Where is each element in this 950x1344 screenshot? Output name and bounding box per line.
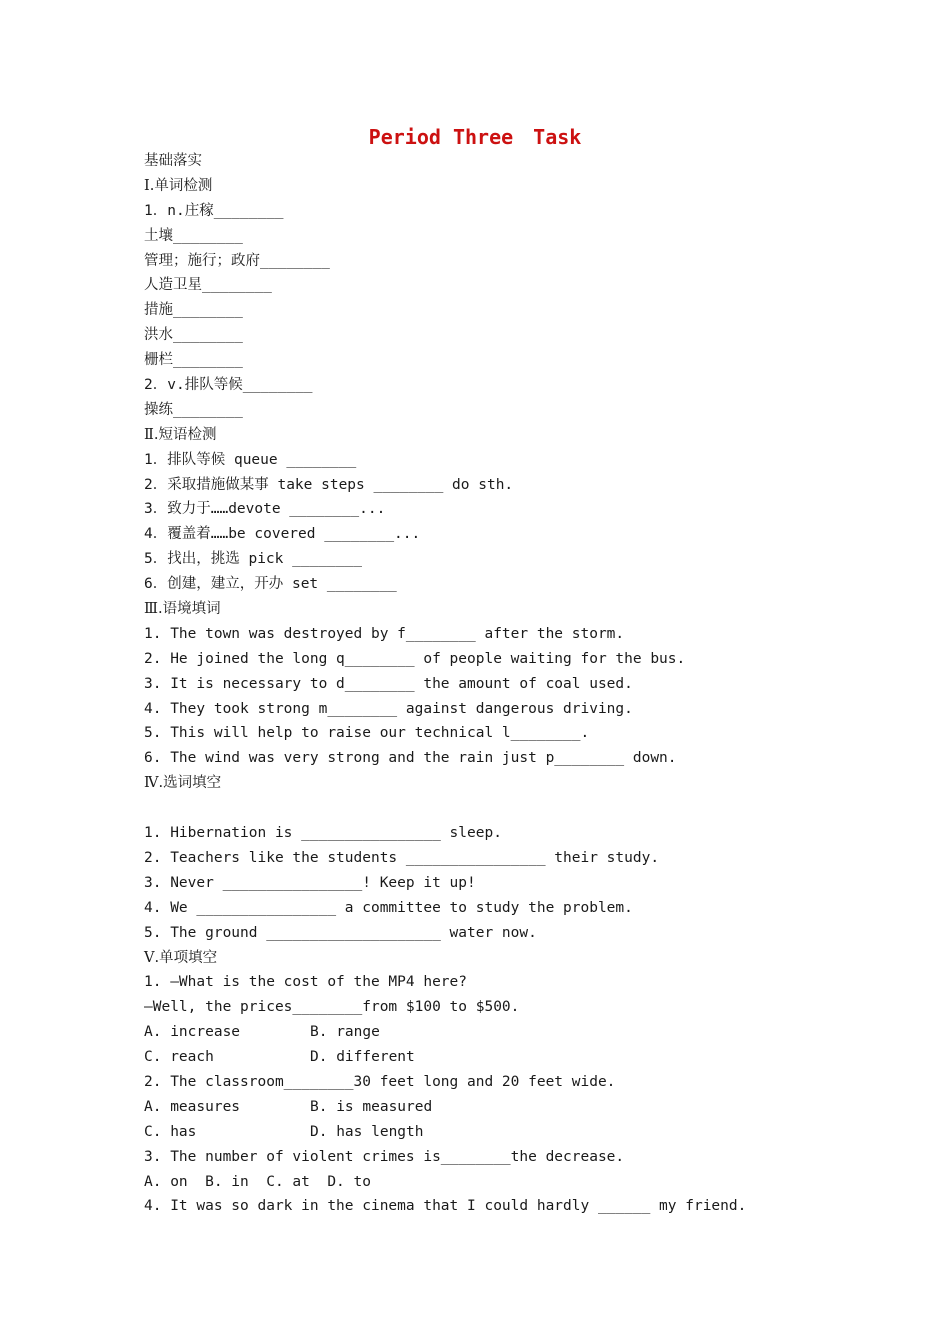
- q1-option-c: C. reach: [144, 1049, 214, 1066]
- q2-option-c: C. has: [144, 1123, 197, 1140]
- sec4-item: 4. We ________________ a committee to study the problem.: [144, 899, 633, 916]
- sec1-item: 操练________: [144, 401, 243, 418]
- sec1-item: 1．n.庄稼________: [144, 202, 284, 219]
- section-1-title: Ⅰ.单词检测: [144, 177, 213, 194]
- sec2-item: 1．排队等候 queue ________: [144, 451, 357, 468]
- q2-option-a: A. measures: [144, 1098, 241, 1115]
- sec1-item: 洪水________: [144, 327, 243, 344]
- q3-options: A. on B. in C. at D. to: [144, 1173, 371, 1190]
- sec3-item: 2. He joined the long q________ of people waiting for the bus.: [144, 650, 686, 667]
- page-title: Period Three Task: [368, 125, 582, 149]
- sec2-item: 2．采取措施做某事 take steps ________ do sth.: [144, 476, 514, 493]
- sec2-item: 3．致力于……devote ________...: [144, 501, 386, 518]
- sec4-item: 1. Hibernation is ________________ sleep.: [144, 825, 502, 842]
- sec2-item: 6．创建，建立，开办 set ________: [144, 576, 397, 593]
- sec1-item: 管理；施行；政府________: [144, 252, 330, 269]
- q1-option-b: B. range: [310, 1024, 380, 1041]
- q4-stem: 4. It was so dark in the cinema that I could hardly ______ my friend.: [144, 1198, 747, 1215]
- sec3-item: 6. The wind was very strong and the rain just p________ down.: [144, 750, 677, 767]
- sec1-item: 土壤________: [144, 227, 243, 244]
- sec1-item: 人造卫星________: [144, 277, 272, 294]
- sec4-item: 2. Teachers like the students ________________ their study.: [144, 849, 660, 866]
- q1-stem: 1. —What is the cost of the MP4 here?: [144, 974, 468, 991]
- blank-line: [144, 796, 864, 821]
- q2-stem: 2. The classroom________30 feet long and 20 feet wide.: [144, 1073, 616, 1090]
- sec4-item: 5. The ground ____________________ water now.: [144, 924, 537, 941]
- q1-stem-reply: —Well, the prices________from $100 to $500.: [144, 999, 520, 1016]
- section-5-title: Ⅴ.单项填空: [144, 949, 218, 966]
- section-4-title: Ⅳ.选词填空: [144, 775, 222, 792]
- q2-options-ab: [144, 1095, 864, 1120]
- q2-option-b: B. is measured: [310, 1098, 433, 1115]
- sec3-item: 3. It is necessary to d________ the amount of coal used.: [144, 675, 633, 692]
- sec3-item: 1. The town was destroyed by f________ after the storm.: [144, 625, 625, 642]
- q1-options-ab: [144, 1020, 864, 1045]
- sec1-item: 措施________: [144, 302, 243, 319]
- sec1-item: 2．v.排队等候________: [144, 377, 313, 394]
- q1-option-d: D. different: [310, 1049, 415, 1066]
- section-3-title: Ⅲ.语境填词: [144, 601, 221, 618]
- q2-options-cd: [144, 1120, 864, 1145]
- section-2-title: Ⅱ.短语检测: [144, 426, 217, 443]
- q1-options-cd: [144, 1045, 864, 1070]
- q1-option-a: A. increase: [144, 1024, 241, 1041]
- sec3-item: 5. This will help to raise our technical l________.: [144, 725, 590, 742]
- q2-option-d: D. has length: [310, 1123, 424, 1140]
- sec4-item: 3. Never ________________! Keep it up!: [144, 874, 476, 891]
- sec1-item: 栅栏________: [144, 352, 243, 369]
- sec2-item: 5．找出，挑选 pick ________: [144, 551, 362, 568]
- q3-stem: 3. The number of violent crimes is________the decrease.: [144, 1148, 625, 1165]
- heading: 基础落实: [144, 153, 202, 169]
- sec3-item: 4. They took strong m________ against dangerous driving.: [144, 700, 633, 717]
- worksheet-body: [144, 149, 864, 1219]
- sec2-item: 4．覆盖着……be covered ________...: [144, 526, 421, 543]
